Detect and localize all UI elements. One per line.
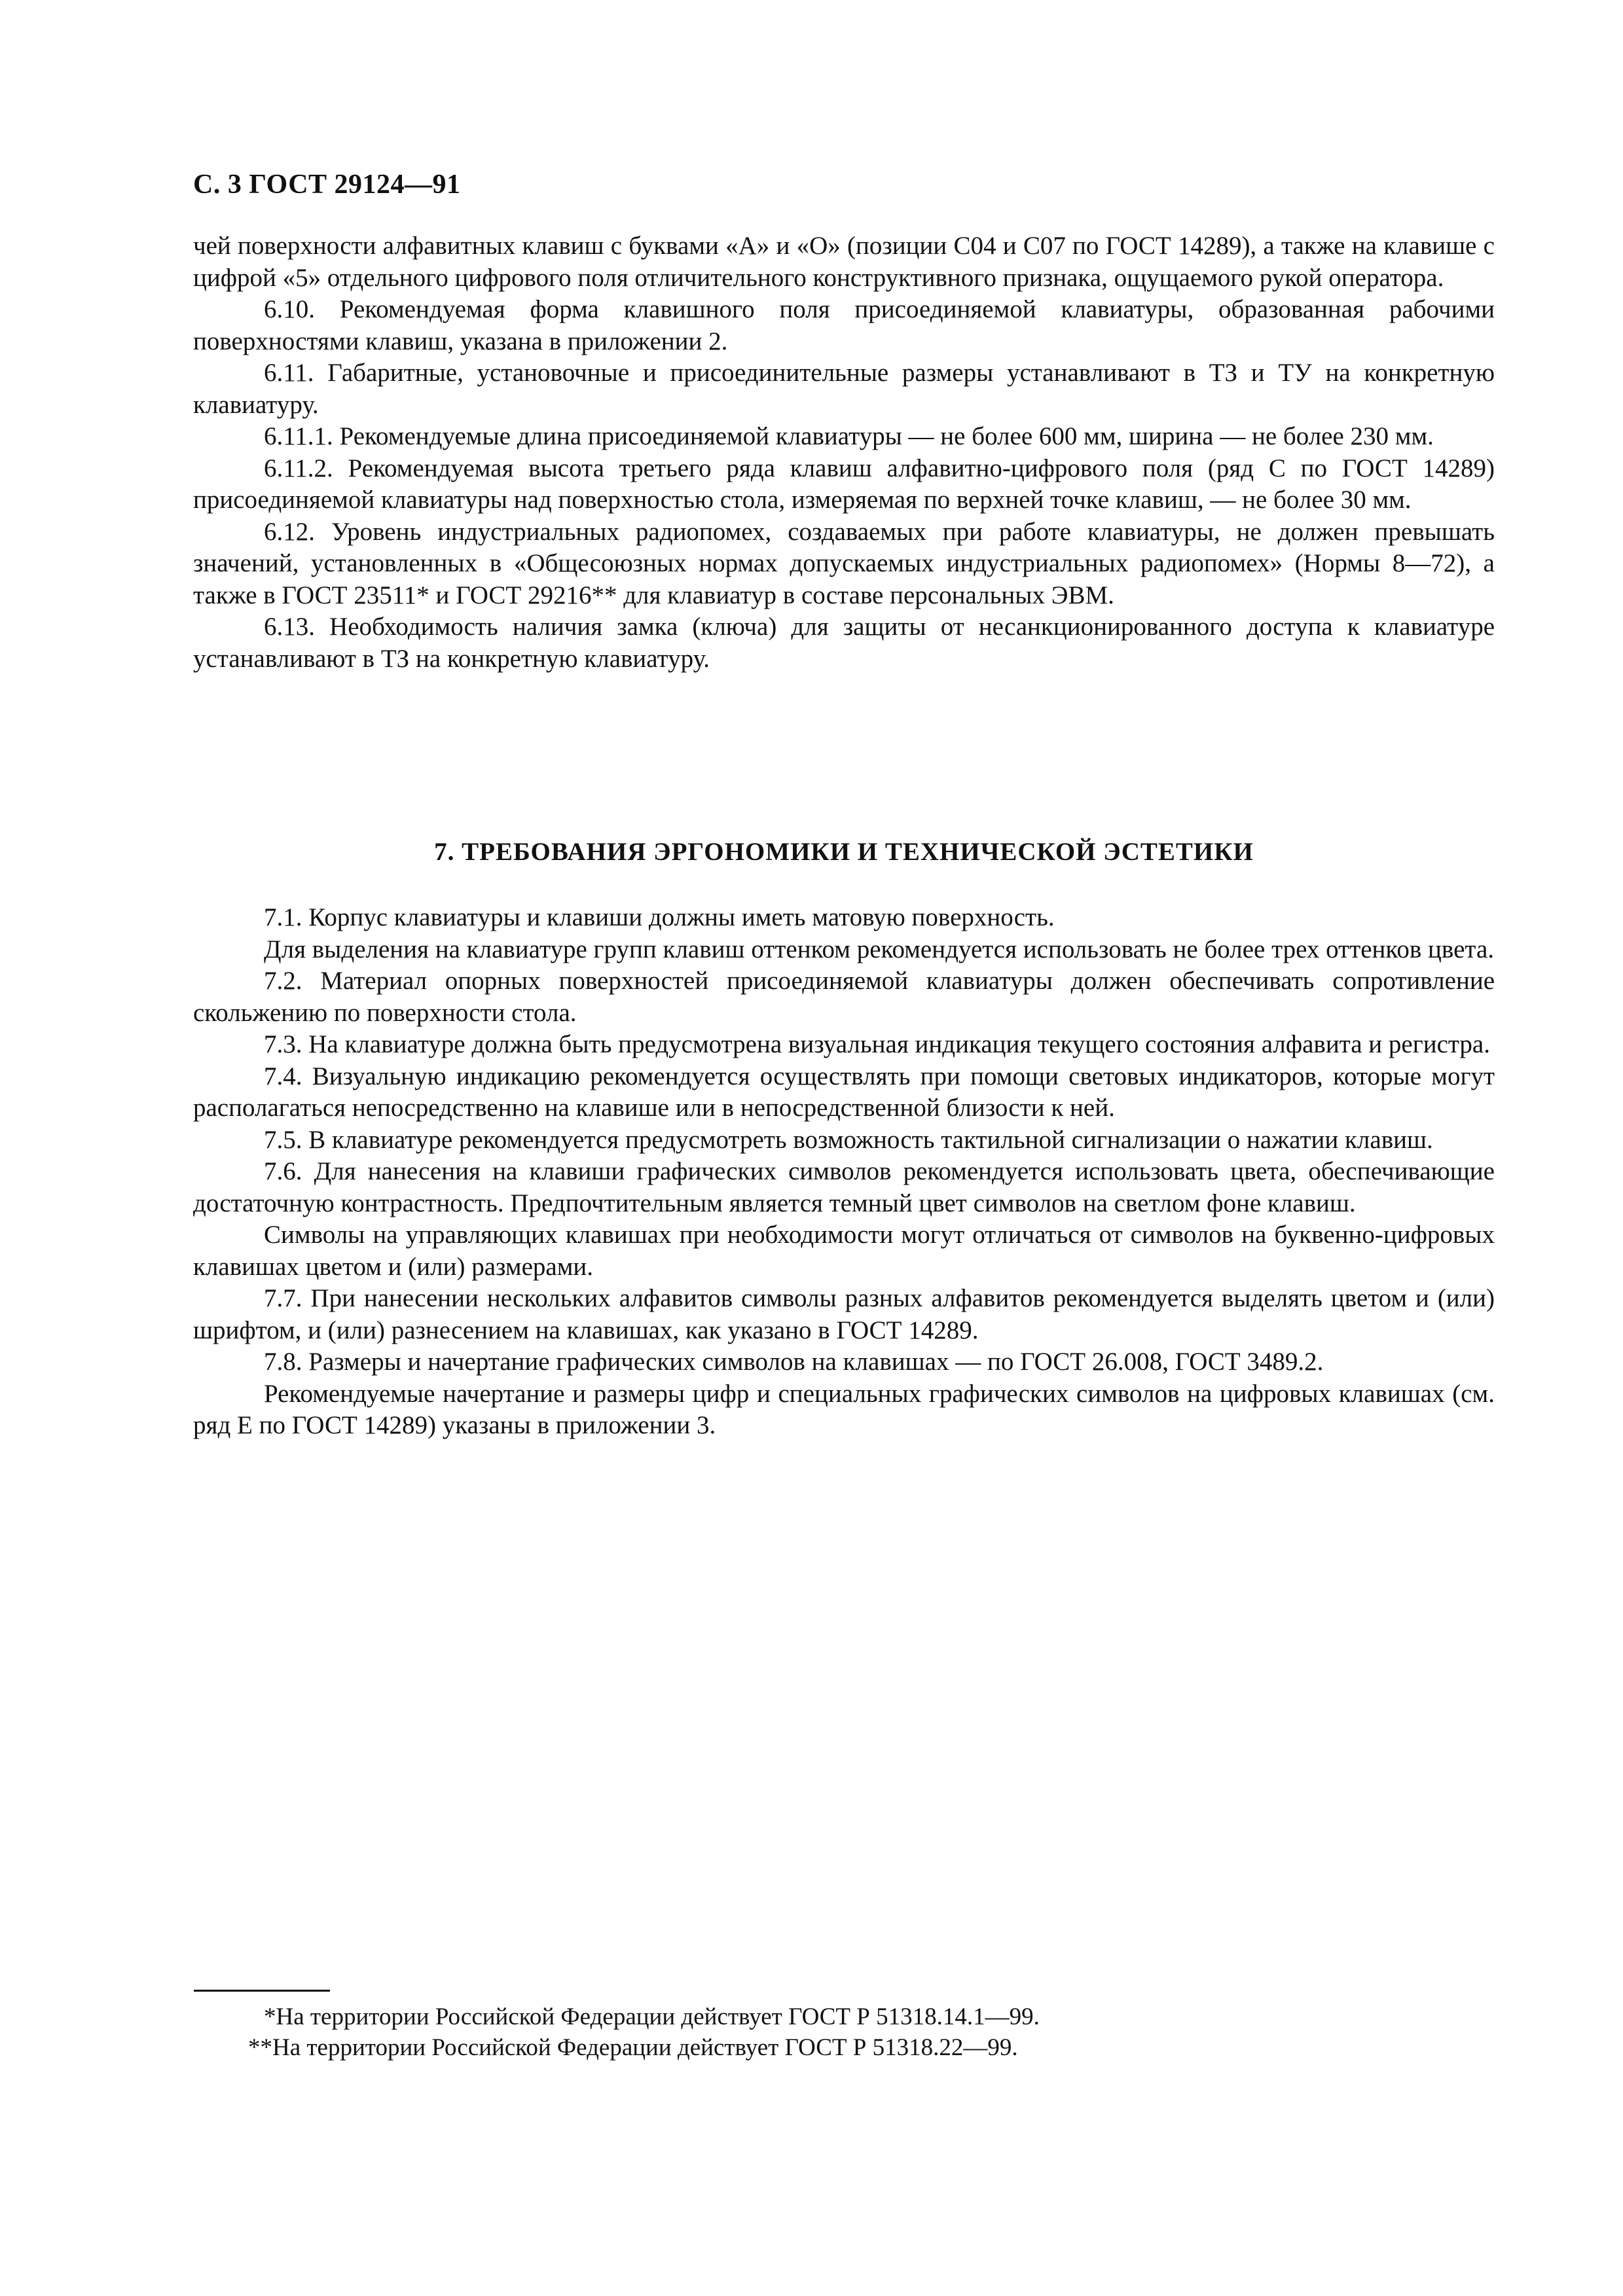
paragraph-7-2: 7.2. Материал опорных поверхностей присоединяемой клавиатуры должен обеспечивать сопротивление скольжению по поверхности стола. <box>193 967 1495 1027</box>
paragraph-6-11-1: 6.11.1. Рекомендуемые длина присоединяемой клавиатуры — не более 600 мм, ширина — не более 230 мм. <box>264 422 1434 450</box>
paragraph-7-1: 7.1. Корпус клавиатуры и клавиши должны иметь матовую поверхность. <box>264 903 1055 931</box>
paragraph-7-3: 7.3. На клавиатуре должна быть предусмотрена визуальная индикация текущего состояния алфавита и регистра. <box>264 1030 1490 1058</box>
section-6-text <box>193 230 1495 675</box>
footnote-2: **На территории Российской Федерации действует ГОСТ Р 51318.22—99. <box>248 2034 1018 2061</box>
page-header: С. 3 ГОСТ 29124—91 <box>193 170 461 200</box>
paragraph-6-12: 6.12. Уровень индустриальных радиопомех, создаваемых при работе клавиатуры, не должен превышать значений, установленных в «Общесоюзных нормах допускаемых индустриальных радиопомех» (Нормы 8—72), а также в ГОСТ 23511* и ГОСТ 29216** для клавиатур в составе персональных ЭВМ. <box>193 517 1495 609</box>
paragraph-6-13: 6.13. Необходимость наличия замка (ключа) для защиты от несанкционированного доступа к клавиатуре устанавливают в ТЗ на конкретную клавиатуру. <box>193 613 1495 673</box>
paragraph-7-5: 7.5. В клавиатуре рекомендуется предусмотреть возможность тактильной сигнализации о нажатии клавиш. <box>264 1125 1433 1154</box>
paragraph-7-4: 7.4. Визуальную индикацию рекомендуется осуществлять при помощи световых индикаторов, которые могут располагаться непосредственно на клавише или в непосредственной близости к ней. <box>193 1062 1495 1122</box>
paragraph-7-1-note: Для выделения на клавиатуре групп клавиш оттенком рекомендуется использовать не более трех оттенков цвета. <box>264 935 1495 963</box>
paragraph-7-6: 7.6. Для нанесения на клавиши графических символов рекомендуется использовать цвета, обеспечивающие достаточную контрастность. Предпочтительным является темный цвет символов на светлом фоне клавиш. <box>193 1157 1495 1217</box>
paragraph-7-7: 7.7. При нанесении нескольких алфавитов символы разных алфавитов рекомендуется выделять цветом и (или) шрифтом, и (или) разнесением на клавишах, как указано в ГОСТ 14289. <box>193 1284 1495 1344</box>
footnote-divider <box>194 1990 330 1992</box>
paragraph-6-11-2: 6.11.2. Рекомендуемая высота третьего ряда клавиш алфавитно-цифрового поля (ряд С по ГОСТ 14289) присоединяемой клавиатуры над поверхностью стола, измеряемая по верхней точке клавиш, — не более 30 мм. <box>193 454 1495 514</box>
section-7-text <box>193 902 1495 1442</box>
paragraph-6-11: 6.11. Габаритные, установочные и присоединительные размеры устанавливают в ТЗ и ТУ на конкретную клавиатуру. <box>193 359 1495 419</box>
paragraph-7-8: 7.8. Размеры и начертание графических символов на клавишах — по ГОСТ 26.008, ГОСТ 3489.2. <box>264 1348 1324 1376</box>
paragraph-7-6-note: Символы на управляющих клавишах при необходимости могут отличаться от символов на буквенно-цифровых клавишах цветом и (или) размерами. <box>193 1221 1495 1281</box>
paragraph-7-8-note: Рекомендуемые начертание и размеры цифр и специальных графических символов на цифровых клавишах (см. ряд Е по ГОСТ 14289) указаны в приложении 3. <box>193 1379 1495 1439</box>
continuation-paragraph: чей поверхности алфавитных клавиш с буквами «А» и «О» (позиции С04 и С07 по ГОСТ 14289), а также на клавише с цифрой «5» отдельного цифрового поля отличительного конструктивного признака, ощущаемого рукой оператора. <box>193 232 1495 292</box>
footnote-1: *На территории Российской Федерации действует ГОСТ Р 51318.14.1—99. <box>264 2003 1040 2030</box>
section-7-heading: 7. ТРЕБОВАНИЯ ЭРГОНОМИКИ И ТЕХНИЧЕСКОЙ ЭСТЕТИКИ <box>434 838 1254 866</box>
footnotes <box>193 2001 1495 2063</box>
paragraph-6-10: 6.10. Рекомендуемая форма клавишного поля присоединяемой клавиатуры, образованная рабочими поверхностями клавиш, указана в приложении 2. <box>193 295 1495 355</box>
